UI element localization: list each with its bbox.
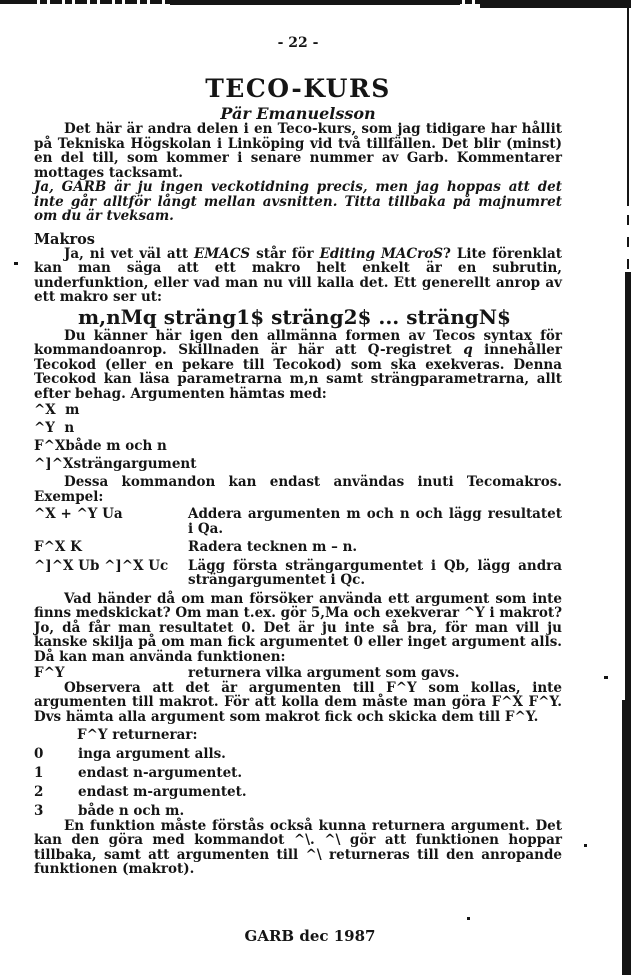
example-command: F^X K [34, 539, 82, 555]
page-number: - 22 - [277, 35, 319, 51]
scan-edge-right-bottom [622, 700, 631, 975]
scan-speck [584, 844, 587, 847]
observera-paragraph: Observera att det är argumenten till F^Y som kollas, inte argumenten till makrot. För att kolla dem måste man göra F^X F^Y. Dvs hämta alla argument som makrot fick och skicka dem till F^Y. [34, 679, 562, 725]
return-meaning: endast m-argumentet. [78, 784, 247, 800]
example-description: Lägg första strängargumentet i Qb, lägg andra strängargumentet i Qc. [188, 557, 562, 588]
macro-call-syntax: m,nMq sträng1$ sträng2$ ... strängN$ [78, 304, 511, 329]
return-value-row [34, 766, 562, 781]
example-row [34, 559, 562, 588]
makros-intro-text: står för [250, 245, 320, 262]
intro-paragraph: Det här är andra delen i en Teco-kurs, som jag tidigare har hållit på Tekniska Högskolan i Linköping vid två tillfällen. Det blir (minst) en del till, som kommer i senare nummer av Garb. Kommentarer mottages tacksamt. [34, 121, 562, 181]
return-value-row [34, 804, 562, 819]
return-value: 1 [34, 765, 44, 781]
scan-speck [467, 917, 470, 920]
doc-title: TECO-KURS [205, 74, 391, 103]
question-paragraph: Vad händer då om man försöker använda ett argument som inte finns medskickat? Om man t.ex. gör 5,Ma och exekverar ^Y i makrot? Jo, då får man resultatet 0. Det är ju inte så bra, för man vill ju kanske skilja på om man fick argumentet 0 eller inget argument alls. Då kan man använda funktionen: [34, 590, 562, 665]
arg-command-line: ^]^Xsträngargument [34, 456, 197, 472]
makros-intro-paragraph [34, 247, 562, 305]
scan-edge-right-dots [627, 215, 629, 271]
example-description: Radera tecknen m – n. [188, 539, 358, 555]
syntax-explanation-text: Du känner här igen den allmänna formen av Tecos syntax för kommandoanrop. Skillnaden är här att Q-registret [34, 327, 562, 358]
example-row [34, 540, 562, 555]
example-command: ^X + ^Y Ua [34, 506, 123, 522]
scan-speck [604, 676, 608, 679]
example-command: ^]^X Ub ^]^X Uc [34, 557, 169, 574]
emacs-term: EMACS [193, 245, 251, 262]
fy-command-row [34, 666, 562, 681]
return-value: 0 [34, 746, 44, 762]
return-value-row [34, 747, 562, 762]
example-description: Addera argumenten m och n och lägg resultatet i Qa. [188, 506, 562, 537]
editing-macros-term: Editing MACroS [319, 245, 443, 262]
footer-imprint: GARB dec 1987 [244, 927, 376, 945]
arg-command-line: ^Y n [34, 420, 75, 436]
syntax-explanation-paragraph [34, 329, 562, 402]
scan-speck [14, 262, 18, 265]
return-value: 3 [34, 803, 44, 819]
scan-edge-top-solid-left [0, 0, 32, 4]
return-meaning: både n och m. [78, 803, 185, 819]
arg-command-line: ^X m [34, 402, 80, 418]
fy-description: returnera vilka argument som gavs. [188, 665, 460, 681]
examples-intro-paragraph: Dessa kommandon kan endast användas inuti Tecomakros. Exempel: [34, 474, 562, 505]
section-heading-makros: Makros [34, 230, 95, 248]
scan-edge-top-solid-right [480, 0, 631, 8]
return-meaning: inga argument alls. [78, 746, 226, 762]
return-value-list [34, 747, 562, 819]
makros-intro-text: ? Lite förenklat kan man säga att ett makro helt enkelt är en subrutin, underfunktion, eller vad man nu vill kalla det. Ett generellt anrop av ett makro ser ut: [34, 245, 562, 305]
scan-edge-top-solid-mid [170, 0, 460, 5]
example-row [34, 507, 562, 536]
scan-edge-right-thin [627, 6, 629, 206]
closing-paragraph: En funktion måste förstås också kunna returnera argument. Det kan den göra med kommandot ^\. ^\ gör att funktionen hoppar tillbaka, samt att argumenten till ^\ returneras till den anropande funktionen (makrot). [34, 817, 562, 877]
q-register-term: q [463, 342, 473, 358]
makros-intro-text: Ja, ni vet väl att [64, 245, 194, 262]
byline: Pär Emanuelsson [220, 104, 376, 123]
arg-command-line: F^Xbåde m och n [34, 438, 167, 454]
editor-note-paragraph: Ja, GARB är ju ingen veckotidning precis, men jag hoppas att det inte går alltför långt mellan avsnitten. Titta tillbaka på majnumret om du är tveksam. [34, 179, 562, 224]
return-meaning: endast n-argumentet. [78, 765, 243, 781]
fy-returns-heading: F^Y returnerar: [77, 727, 198, 743]
argument-command-list [34, 403, 562, 472]
return-value: 2 [34, 784, 44, 800]
page-content [34, 36, 562, 877]
return-value-row [34, 785, 562, 800]
fy-command: F^Y [34, 665, 65, 681]
syntax-explanation-text: innehåller Tecokod (eller en pekare till Tecokod) som ska exekveras. Denna Tecokod kan läsa parametrarna m,n samt strängparametrarna, allt efter behag. Argumenten hämtas med: [34, 342, 562, 402]
